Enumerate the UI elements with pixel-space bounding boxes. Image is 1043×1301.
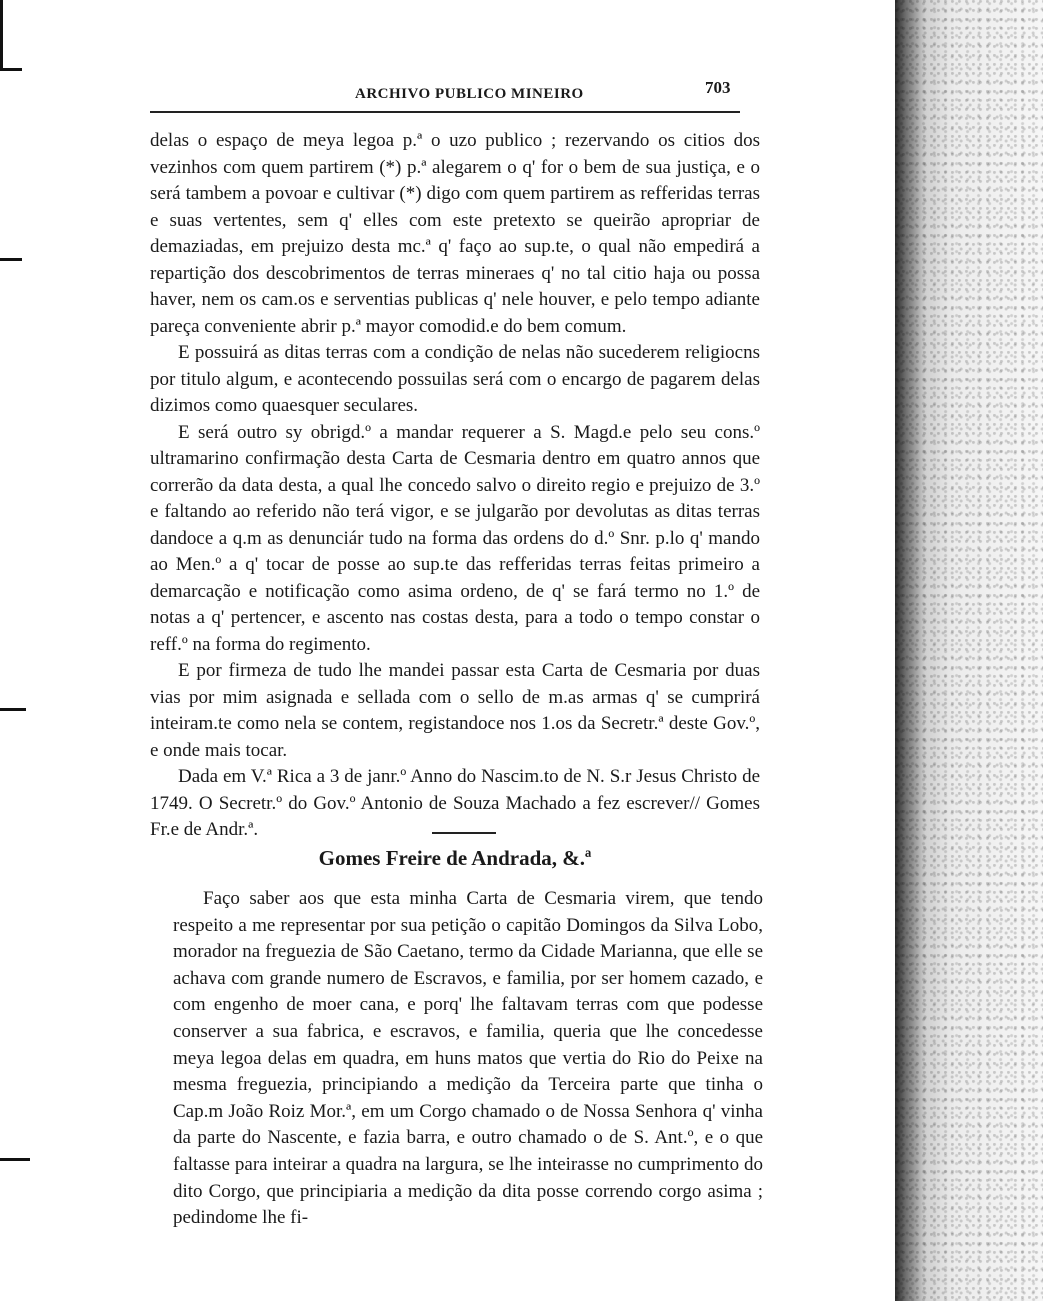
scan-edge-mark — [0, 1158, 30, 1161]
paragraph: Dada em V.ª Rica a 3 de janr.º Anno do Nascim.to de N. S.r Jesus Christo de 1749. O Secretr.º do Gov.º Antonio de Souza Machado a fez escrever// Gomes Fr.e de Andr.ª. — [150, 766, 760, 840]
scan-edge-mark — [0, 258, 22, 261]
section-body — [173, 886, 763, 1232]
paragraph: E possuirá as ditas terras com a condição de nelas não sucederem religiocns por titulo algum, e acontecendo possuilas será com o encargo de pagarem delas dizimos como quaesquer seculares. — [150, 342, 760, 416]
header-rule — [150, 111, 740, 113]
paragraph: E será outro sy obrigd.º a mandar requerer a S. Magd.e pelo seu cons.º ultramarino confirmação desta Carta de Cesmaria dentro em quatro annos que correrão da data desta, a qual lhe concedo salvo o direito regio e prejuizo de 3.º e faltando ao referido não terá vigor, e se julgarão por devolutas as ditas terras dandoce a q.m as denunciár tudo na forma das ordens do d.º Snr. p.lo q' mando ao Men.º a q' tocar de posse ao sup.te das refferidas terras feitas primeiro a demarcação e notificação como asima ordeno, de q' se fará termo no 1.º de notas a q' pertencer, e ascento nas costas desta, para a todo o tempo constar o reff.º na forma do regimento. — [150, 421, 760, 655]
section-title: Gomes Freire de Andrada, &.ª — [318, 846, 592, 870]
page-header — [150, 78, 740, 112]
page-gutter-shadow — [895, 0, 1043, 1301]
paragraph: delas o espaço de meya legoa p.ª o uzo publico ; rezervando os citios dos vezinhos com quem partirem (*) p.ª alegarem o q' for o bem de sua justiça, e o será tambem a povoar e cultivar (*) digo com quem partirem as refferidas terras e suas vertentes, sem q' elles com este pretexto se queirão apropriar de demaziadas, em prejuizo desta mc.ª q' faço ao sup.te, o qual não empedirá a repartição dos descobrimentos de terras mineraes q' no tal citio haja ou possa haver, nem os cam.os e serventias publicas q' nele houver, e pelo tempo adiante pareça conveniente abrir p.ª mayor comodid.e do bem comum. — [150, 130, 760, 337]
scan-edge-mark — [0, 68, 22, 71]
paragraph: Faço saber aos que esta minha Carta de Cesmaria virem, que tendo respeito a me representar por sua petição o capitão Domingos da Silva Lobo, morador na freguezia de São Caetano, termo da Cidade Marianna, que elle se achava com grande numero de Escravos, e familia, por ser homem cazado, e com engenho de moer cana, e porq' lhe faltavam terras com que podesse conserver a sua fabrica, e escravos, e familia, queria que lhe concedesse meya legoa delas em quadra, em huns matos que vertia do Rio do Peixe na mesma freguezia, principiando a medição da Terceira parte que tinha o Cap.m João Roiz Mor.ª, em um Corgo chamado o de Nossa Senhora q' vinha da parte do Nascente, e fazia barra, e outro chamado o de S. Ant.º, e o que faltasse para inteirar a quadra na largura, se lhe inteirasse no cumprimento do dito Corgo, que principiaria a medição da dita posse correndo corgo asima ; pedindome lhe fi- — [173, 888, 763, 1229]
section-divider — [432, 832, 496, 834]
running-title: ARCHIVO PUBLICO MINEIRO — [355, 86, 584, 102]
paragraph: E por firmeza de tudo lhe mandei passar esta Carta de Cesmaria por duas vias por mim asignada e sellada com o sello de m.as armas q' se cumprirá inteiram.te como nela se contem, registandoce nos 1.os da Secretr.ª deste Gov.º, e onde mais tocar. — [150, 660, 760, 761]
page-number: 703 — [705, 78, 731, 97]
document-body — [150, 128, 760, 844]
scan-edge-mark — [0, 708, 26, 711]
scan-edge-line — [0, 0, 3, 70]
